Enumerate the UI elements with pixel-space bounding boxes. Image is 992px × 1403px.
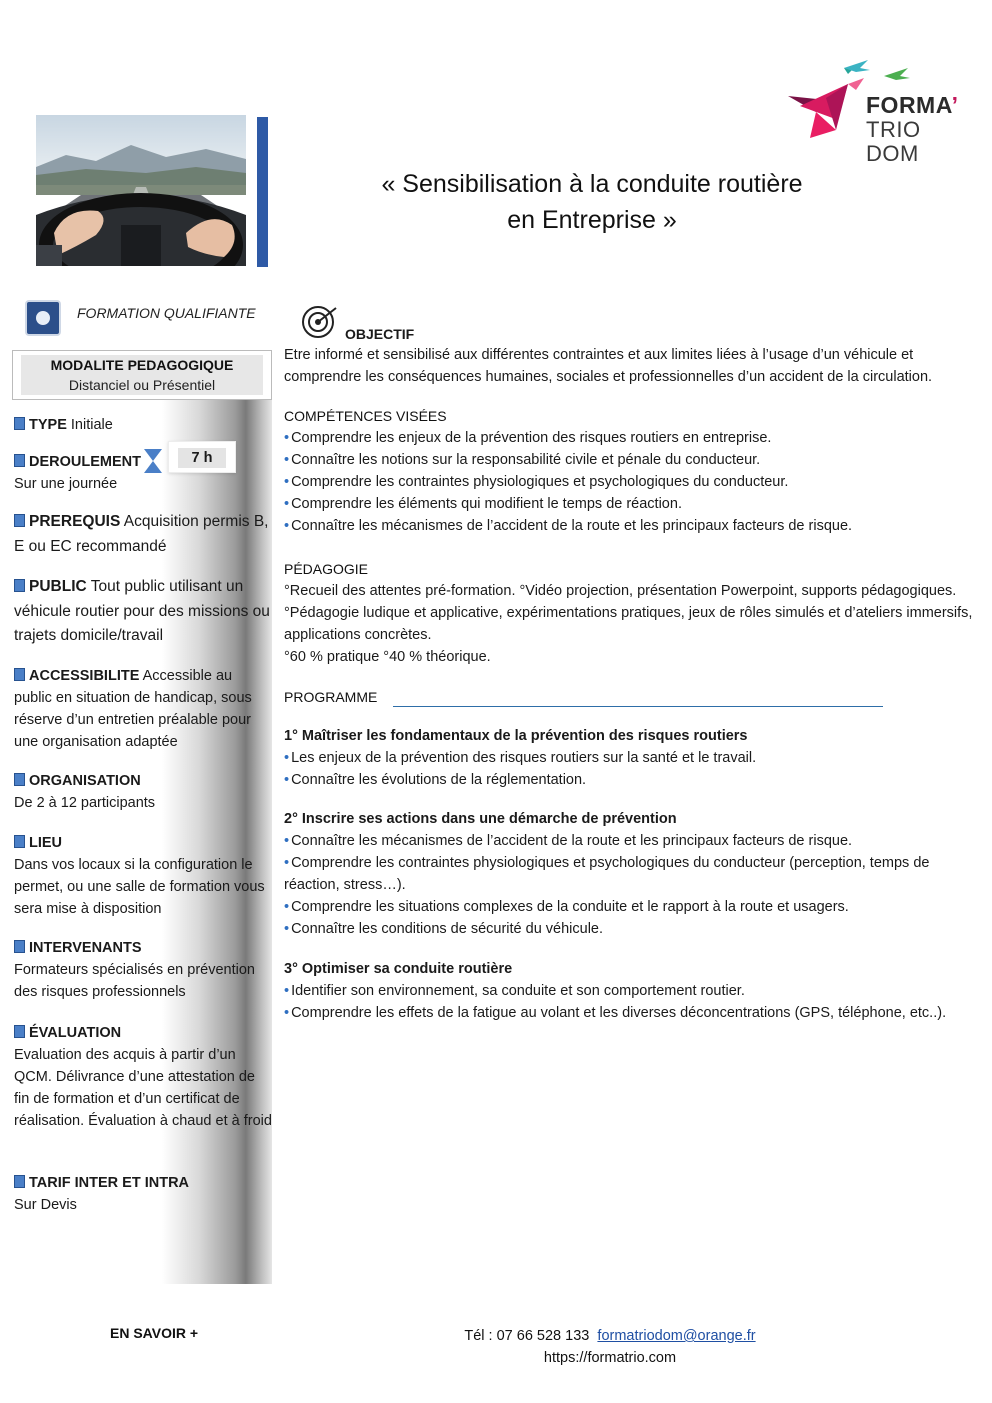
forma-trio-dom-logo <box>786 58 976 166</box>
page-title: « Sensibilisation à la conduite routière en Entreprise » <box>381 170 803 234</box>
deroulement-section: DEROULEMENT Sur une journée <box>14 454 141 492</box>
list-item: • Connaître les conditions de sécurité du véhicule. <box>284 921 604 937</box>
logo-brand: FORMA’ <box>866 92 959 118</box>
square-bullet-icon <box>14 514 25 527</box>
competences-heading: COMPÉTENCES VISÉES <box>284 408 447 424</box>
public-section: PUBLIC Tout public utilisant un véhicule routier pour des missions ou trajets domicile/travail <box>14 578 270 644</box>
list-item: • Comprendre les enjeux de la prévention des risques routiers en entreprise. <box>284 430 772 446</box>
square-bullet-icon <box>14 1025 25 1038</box>
email-link[interactable]: formatriodom@orange.fr <box>597 1328 756 1344</box>
hourglass-icon <box>143 448 163 474</box>
photo-accent-bar <box>257 117 268 267</box>
list-item: • Comprendre les contraintes physiologiques et psychologiques du conducteur. <box>284 474 789 490</box>
module-title: 1° Maîtriser les fondamentaux de la prévention des risques routiers <box>284 728 748 744</box>
programme-module-2 <box>284 808 974 940</box>
list-item: • Comprendre les effets de la fatigue au volant et les diverses déconcentrations (GPS, téléphone, etc..). <box>284 1005 947 1021</box>
square-bullet-icon <box>14 668 25 681</box>
graduation-cap-icon <box>25 300 61 336</box>
hummingbird-teal-icon <box>842 58 872 78</box>
programme-module-1 <box>284 725 974 791</box>
organisation-section: ORGANISATION De 2 à 12 participants <box>14 773 156 811</box>
list-item: • Connaître les évolutions de la réglementation. <box>284 772 587 788</box>
modalite-box <box>12 350 272 400</box>
website-link[interactable]: https://formatrio.com <box>543 1350 677 1366</box>
list-item: • Connaître les notions sur la responsabilité civile et pénale du conducteur. <box>284 452 761 468</box>
phone-number: Tél : 07 66 528 133 <box>464 1328 590 1344</box>
square-bullet-icon <box>14 835 25 848</box>
square-bullet-icon <box>14 1175 25 1188</box>
module-title: 2° Inscrire ses actions dans une démarche de prévention <box>284 811 677 827</box>
prerequis-section: PREREQUIS Acquisition permis B, E ou EC recommandé <box>14 513 269 555</box>
formation-label: FORMATION QUALIFIANTE <box>77 305 256 321</box>
competences-section <box>284 405 974 537</box>
duration-badge: 7 h <box>168 441 236 473</box>
programme-heading: PROGRAMME <box>284 689 378 705</box>
list-item: • Identifier son environnement, sa conduite et son comportement routier. <box>284 983 745 999</box>
list-item: • Connaître les mécanismes de l’accident de la route et les principaux facteurs de risque. <box>284 518 853 534</box>
pedagogie-heading: PÉDAGOGIE <box>284 561 369 577</box>
driving-photo <box>36 115 246 266</box>
square-bullet-icon <box>14 417 25 430</box>
lieu-section: LIEU Dans vos locaux si la configuration le permet, ou une salle de formation vous sera mise à disposition <box>14 835 265 917</box>
accessibilite-section: ACCESSIBILITE Accessible au public en situation de handicap, sous réserve d’un entretien préalable pour une organisation adaptée <box>14 668 252 750</box>
objectif-text: Etre informé et sensibilisé aux différentes contraintes et aux limites liées à l’usage d’un véhicule et comprendre les conséquences humaines, sociales et professionnelles d’un accident de la circulation. <box>284 347 933 385</box>
list-item: • Comprendre les contraintes physiologiques et psychologiques du conducteur (perception, temps de réaction, stress…). <box>284 855 930 893</box>
square-bullet-icon <box>14 579 25 592</box>
pedagogie-text: °Recueil des attentes pré-formation. °Vidéo projection, présentation Powerpoint, supports pédagogiques. °Pédagogie ludique et applicative, expérimentations pratiques, jeux de rôles simulés et d’ateliers immersifs, applications concrètes. <box>284 583 973 643</box>
programme-module-3 <box>284 958 974 1024</box>
target-icon <box>300 305 340 339</box>
module-title: 3° Optimiser sa conduite routière <box>284 961 513 977</box>
type-section: TYPE Initiale <box>14 414 272 436</box>
pedagogie-section <box>284 558 974 668</box>
list-item: • Comprendre les situations complexes de la conduite et le rapport à la route et usagers. <box>284 899 849 915</box>
modalite-title: MODALITE PEDAGOGIQUE <box>50 357 234 373</box>
pedagogie-ratio: °60 % pratique °40 % théorique. <box>284 649 491 665</box>
objectif-heading: OBJECTIF <box>345 326 415 342</box>
square-bullet-icon <box>14 454 25 467</box>
en-savoir-link[interactable]: EN SAVOIR + <box>110 1325 199 1341</box>
list-item: • Connaître les mécanismes de l’accident de la route et les principaux facteurs de risque. <box>284 833 853 849</box>
evaluation-section: ÉVALUATION Evaluation des acquis à partir d’un QCM. Délivrance d’une attestation de fin de formation et d’un certificat de réalisation. Évaluation à chaud et à froid <box>14 1025 272 1129</box>
programme-divider <box>393 706 883 707</box>
contact-info <box>420 1325 800 1369</box>
square-bullet-icon <box>14 940 25 953</box>
square-bullet-icon <box>14 773 25 786</box>
hummingbird-green-icon <box>882 66 912 86</box>
list-item: • Comprendre les éléments qui modifient le temps de réaction. <box>284 496 682 512</box>
modalite-value: Distanciel ou Présentiel <box>68 377 216 393</box>
intervenants-section: INTERVENANTS Formateurs spécialisés en prévention des risques professionnels <box>14 940 255 1000</box>
tarif-section: TARIF INTER ET INTRA Sur Devis <box>14 1175 190 1213</box>
list-item: • Les enjeux de la prévention des risques routiers sur la santé et le travail. <box>284 750 757 766</box>
logo-subtitle: TRIO DOM <box>866 117 921 166</box>
